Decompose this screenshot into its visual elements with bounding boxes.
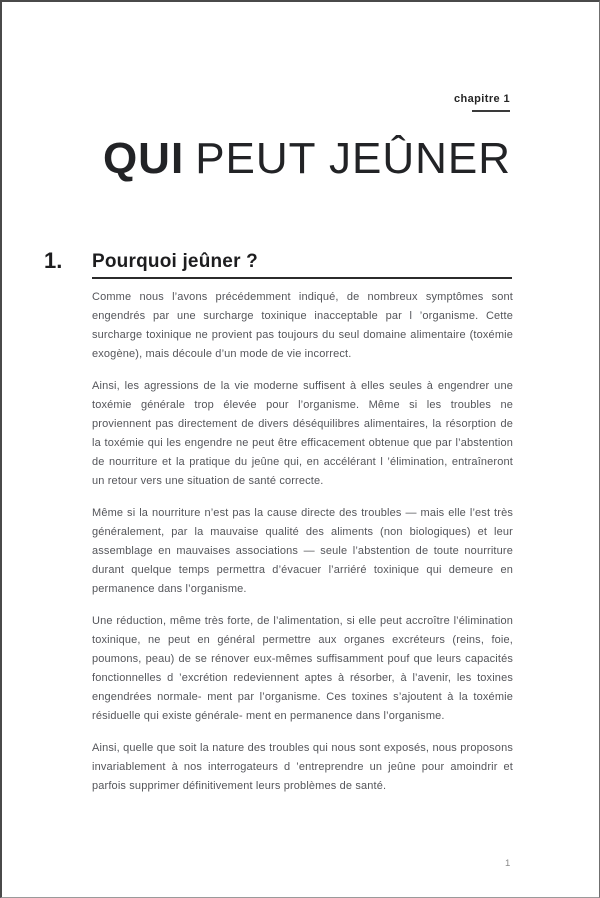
section-underline xyxy=(92,277,512,279)
chapter-label: chapitre 1 xyxy=(454,93,510,105)
page-number: 1 xyxy=(505,858,511,869)
paragraph-3: Même si la nourriture n’est pas la cause directe des troubles — mais elle l’est très généralement, par la mauvaise qualité des aliments (non biologiques) et leur assemblage en mauvaises associations — seule l’abstention de toute nourriture durant quelque temps permettra d’évacuer l’arriéré toxinique qui demeure en permanence dans l’organisme. xyxy=(92,507,513,595)
body-text xyxy=(92,288,513,809)
section-number: 1. xyxy=(44,248,63,273)
paragraph-1: Comme nous l’avons précédemment indiqué, de nombreux symptômes sont engendrés par une surcharge toxinique inacceptable par l ’organisme. Cette surcharge toxinique ne provient pas toujours du seul domaine alimentaire (toxémie exogène), mais découle d’un mode de vie incorrect. xyxy=(92,291,513,360)
paragraph-2: Ainsi, les agressions de la vie moderne suffisent à elles seules à engendrer une toxémie générale trop élevée pour l’organisme. Même si les troubles ne proviennent pas directement de divers déséquilibres alimentaires, la résorption de la toxémie qui les engendre ne peut être efficacement obtenue que par l’abstention de nourriture et la pratique du jeûne qui, en accélérant l ’élimination, entraîneront un retour vers une situation de santé correcte. xyxy=(92,380,513,487)
page-title-emphasis: QUI xyxy=(102,134,185,183)
chapter-underline xyxy=(472,110,510,112)
page-title xyxy=(103,133,511,185)
page-title-rest: PEUT JEÛNER xyxy=(195,134,511,183)
paragraph-5: Ainsi, quelle que soit la nature des troubles qui nous sont exposés, nous proposons invariablement à nos interrogateurs d ’entreprendre un jeûne pour amoindrir et parfois supprimer définitivement leurs problèmes de santé. xyxy=(92,742,513,792)
paragraph-4: Une réduction, même très forte, de l’alimentation, si elle peut accroître l’élimination toxinique, ne peut en général permettre aux organes excréteurs (reins, foie, poumons, peau) de se rénover eux-mêmes suffisamment pouf que leurs capacités fonctionnelles d ’excrétion redeviennent aptes à résorber, à l’avenir, les toxines engendrées normale- ment par l’organisme. Ces toxines s’ajoutent à la toxémie résiduelle qui existe générale- ment en permanence dans l’organisme. xyxy=(92,615,513,722)
section-heading: Pourquoi jeûner ? xyxy=(92,251,258,272)
